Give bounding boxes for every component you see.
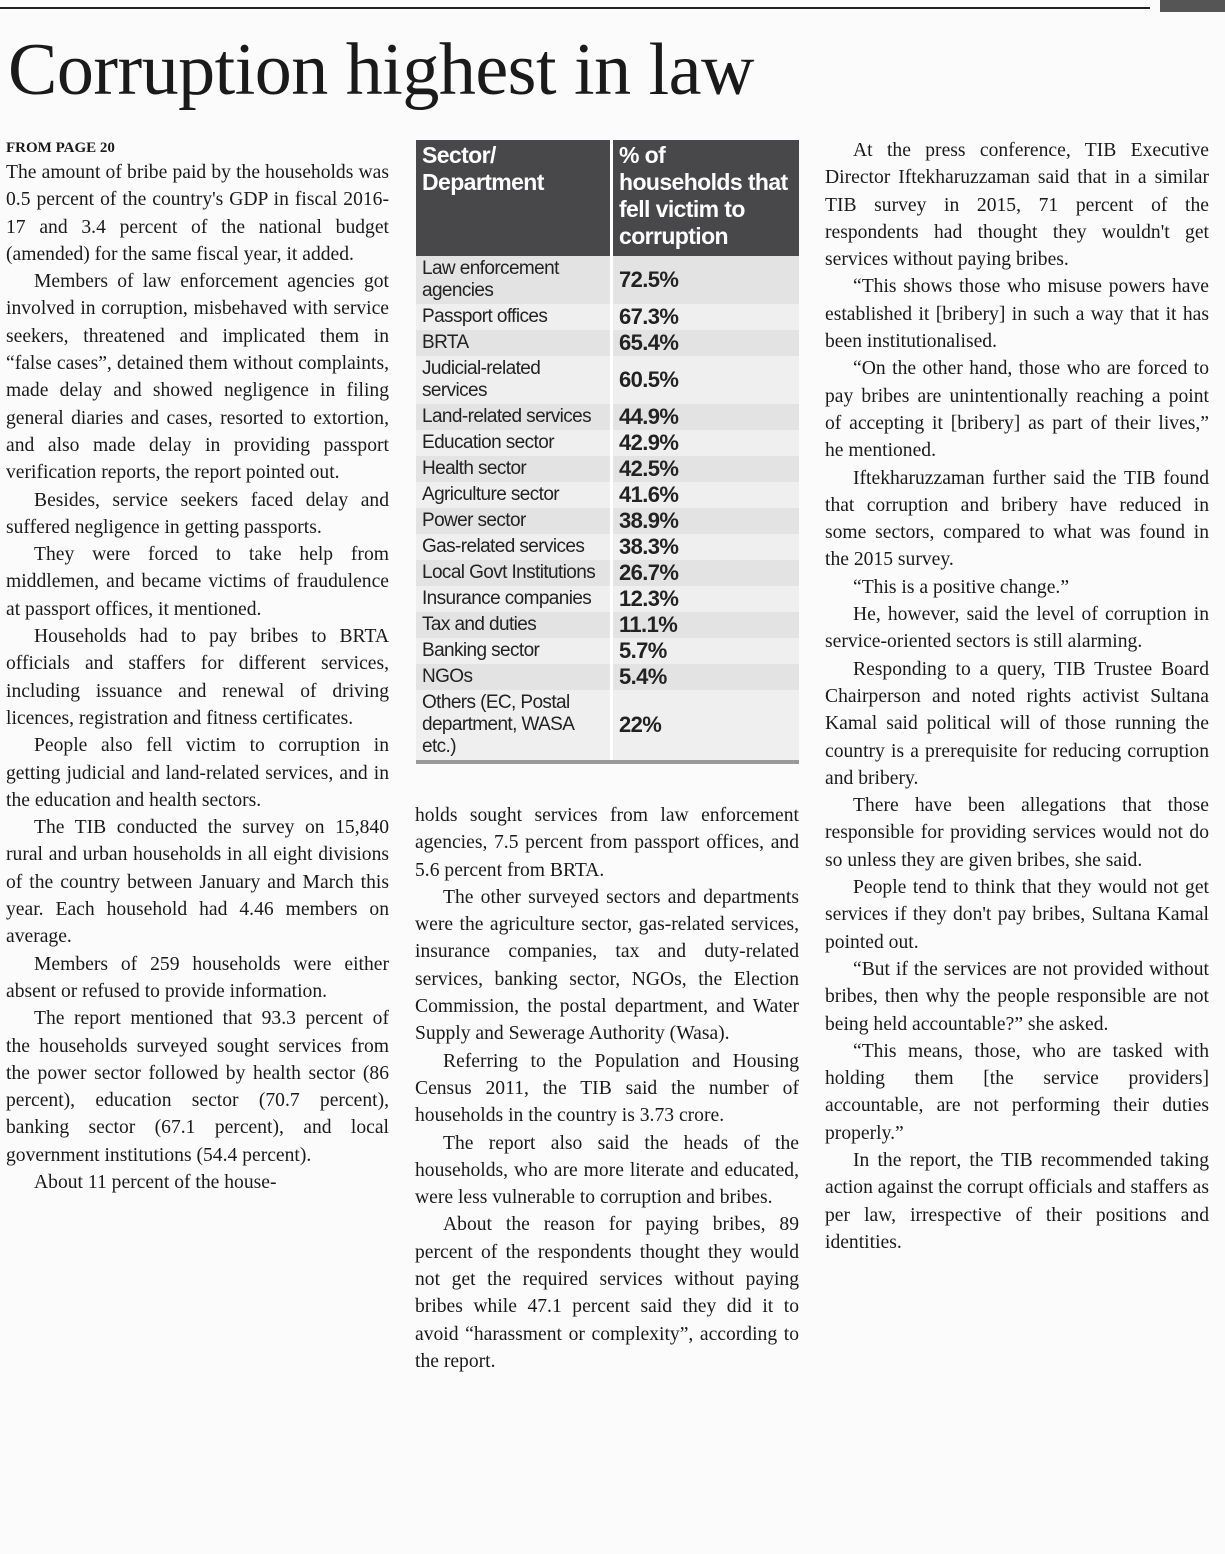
percent-cell: 44.9% xyxy=(612,404,800,430)
paragraph: The report also said the heads of the households, who are more literate and educated, were less vulnerable to corruption and bribes. xyxy=(415,1132,799,1209)
percent-cell: 72.5% xyxy=(612,256,800,304)
table-row xyxy=(416,304,799,330)
percent-cell: 60.5% xyxy=(612,356,800,404)
table-header-sector: Sector/ Department xyxy=(416,140,612,256)
percent-cell: 11.1% xyxy=(612,612,800,638)
headline: Corruption highest in law xyxy=(8,29,754,111)
table-row xyxy=(416,534,799,560)
continued-from-label: FROM PAGE 20 xyxy=(6,140,115,156)
sector-cell: Banking sector xyxy=(416,638,612,664)
paragraph: Members of 259 households were either absent or refused to provide information. xyxy=(6,953,389,1002)
table-row xyxy=(416,612,799,638)
percent-cell: 42.5% xyxy=(612,456,800,482)
sector-cell: Tax and duties xyxy=(416,612,612,638)
paragraph: He, however, said the level of corruption in service-oriented sectors is still alarming. xyxy=(825,604,1209,653)
paragraph: The amount of bribe paid by the households was 0.5 percent of the country's GDP in fiscal 2016-17 and 3.4 percent of the national budget (amended) for the same fiscal year, it added. xyxy=(6,162,389,265)
sector-cell: NGOs xyxy=(416,664,612,690)
corruption-by-sector-table xyxy=(416,140,799,764)
paragraph: The TIB conducted the survey on 15,840 rural and urban households in all eight divisions of the country between January and March this year. Each household had 4.46 members on average. xyxy=(6,817,389,948)
sector-cell: Judicial-related services xyxy=(416,356,612,404)
percent-cell: 38.3% xyxy=(612,534,800,560)
paragraph: “But if the services are not provided without bribes, then why the people responsible are not being held accountable?” she asked. xyxy=(825,958,1209,1035)
sector-cell: Law enforcement agencies xyxy=(416,256,612,304)
paragraph: The other surveyed sectors and departments were the agriculture sector, gas-related services, insurance companies, tax and duty-related services, banking sector, NGOs, the Election Commission, the postal department, and Water Supply and Sewerage Authority (Wasa). xyxy=(415,886,799,1045)
paragraph: Households had to pay bribes to BRTA officials and staffers for different services, including issuance and renewal of driving licences, registration and fitness certificates. xyxy=(6,626,389,729)
sector-cell: Others (EC, Postal department, WASA etc.) xyxy=(416,690,612,762)
table-row xyxy=(416,482,799,508)
sector-cell: Insurance companies xyxy=(416,586,612,612)
paragraph: “On the other hand, those who are forced to pay bribes are unintentionally reaching a point of accepting it [bribery] as part of their lives,” he mentioned. xyxy=(825,358,1209,462)
paragraph: About 11 percent of the house- xyxy=(34,1171,277,1193)
paragraph: In the report, the TIB recommended taking action against the corrupt officials and staffers as per law, irrespective of their positions and identities. xyxy=(825,1149,1209,1253)
table-header-percent: % of households that fell victim to corruption xyxy=(612,140,800,256)
paragraph: About the reason for paying bribes, 89 percent of the respondents thought they would not get the required services without paying bribes while 47.1 percent said they did it to avoid “harassment or complexity”, according to the report. xyxy=(415,1214,799,1372)
table-row xyxy=(416,356,799,404)
paragraph: At the press conference, TIB Executive Director Iftekharuzzaman said that in a similar TIB survey in 2015, 71 percent of the respondents had thought they wouldn't get services without paying bribes. xyxy=(825,140,1209,271)
percent-cell: 12.3% xyxy=(612,586,800,612)
table-row xyxy=(416,430,799,456)
sector-cell: Power sector xyxy=(416,508,612,534)
sector-cell: Local Govt Institutions xyxy=(416,560,612,586)
percent-cell: 22% xyxy=(612,690,800,762)
table-row xyxy=(416,690,799,762)
paragraph: Members of law enforcement agencies got involved in corruption, misbehaved with service seekers, threatened and implicated them in “false cases”, detained them without complaints, made delay and showed negligence in filing general diaries and cases, resorted to extortion, and also made delay in providing passport verification reports, the report pointed out. xyxy=(6,271,389,484)
sector-cell: Education sector xyxy=(416,430,612,456)
percent-cell: 67.3% xyxy=(612,304,800,330)
paragraph: People tend to think that they would not get services if they don't pay bribes, Sultana Kamal pointed out. xyxy=(825,877,1209,953)
percent-cell: 42.9% xyxy=(612,430,800,456)
percent-cell: 5.7% xyxy=(612,638,800,664)
paragraph: Referring to the Population and Housing Census 2011, the TIB said the number of households in the country is 3.73 crore. xyxy=(415,1050,799,1127)
sector-cell: Health sector xyxy=(416,456,612,482)
sector-cell: Passport offices xyxy=(416,304,612,330)
paragraph: There have been allegations that those responsible for providing services would not do so unless they are given bribes, she said. xyxy=(825,795,1209,871)
percent-cell: 5.4% xyxy=(612,664,800,690)
paragraph: They were forced to take help from middlemen, and became victims of fraudulence at passport offices, it mentioned. xyxy=(6,544,389,620)
table-row xyxy=(416,664,799,690)
percent-cell: 65.4% xyxy=(612,330,800,356)
sector-cell: Agriculture sector xyxy=(416,482,612,508)
paragraph: “This shows those who misuse powers have established it [bribery] in such a way that it has been institutionalised. xyxy=(825,276,1209,353)
table-row xyxy=(416,404,799,430)
article-column-1 xyxy=(6,137,389,1196)
paragraph: Iftekharuzzaman further said the TIB found that corruption and bribery have reduced in some sectors, compared to what was found in the 2015 survey. xyxy=(825,467,1209,571)
paragraph: The report mentioned that 93.3 percent of the households surveyed sought services from the power sector followed by health sector (86 percent), education sector (70.7 percent), banking sector (67.1 percent), and local government institutions (54.4 percent). xyxy=(6,1008,389,1166)
table-row xyxy=(416,586,799,612)
table-row xyxy=(416,330,799,356)
paragraph: Responding to a query, TIB Trustee Board Chairperson and noted rights activist Sultana Kamal said political will of those running the country is a prerequisite for reducing corruption and bribery. xyxy=(825,658,1209,789)
paragraph: holds sought services from law enforcement agencies, 7.5 percent from passport offices, and 5.6 percent from BRTA. xyxy=(415,805,799,881)
paragraph: “This means, those, who are tasked with holding them [the service providers] accountable, are not performing their duties properly.” xyxy=(825,1040,1209,1144)
top-rule xyxy=(0,7,1150,9)
sector-cell: BRTA xyxy=(416,330,612,356)
paragraph: People also fell victim to corruption in getting judicial and land-related services, and in the education and health sectors. xyxy=(6,735,389,811)
article-column-3 xyxy=(825,137,1209,1256)
article-column-2 xyxy=(415,802,799,1375)
sector-cell: Gas-related services xyxy=(416,534,612,560)
page-marker xyxy=(1160,0,1225,12)
percent-cell: 26.7% xyxy=(612,560,800,586)
table-row xyxy=(416,508,799,534)
sector-cell: Land-related services xyxy=(416,404,612,430)
percent-cell: 38.9% xyxy=(612,508,800,534)
paragraph: “This is a positive change.” xyxy=(853,576,1070,598)
paragraph: Besides, service seekers faced delay and suffered negligence in getting passports. xyxy=(6,489,389,538)
table-row xyxy=(416,256,799,304)
table-row xyxy=(416,560,799,586)
table-row xyxy=(416,456,799,482)
table-row xyxy=(416,638,799,664)
percent-cell: 41.6% xyxy=(612,482,800,508)
